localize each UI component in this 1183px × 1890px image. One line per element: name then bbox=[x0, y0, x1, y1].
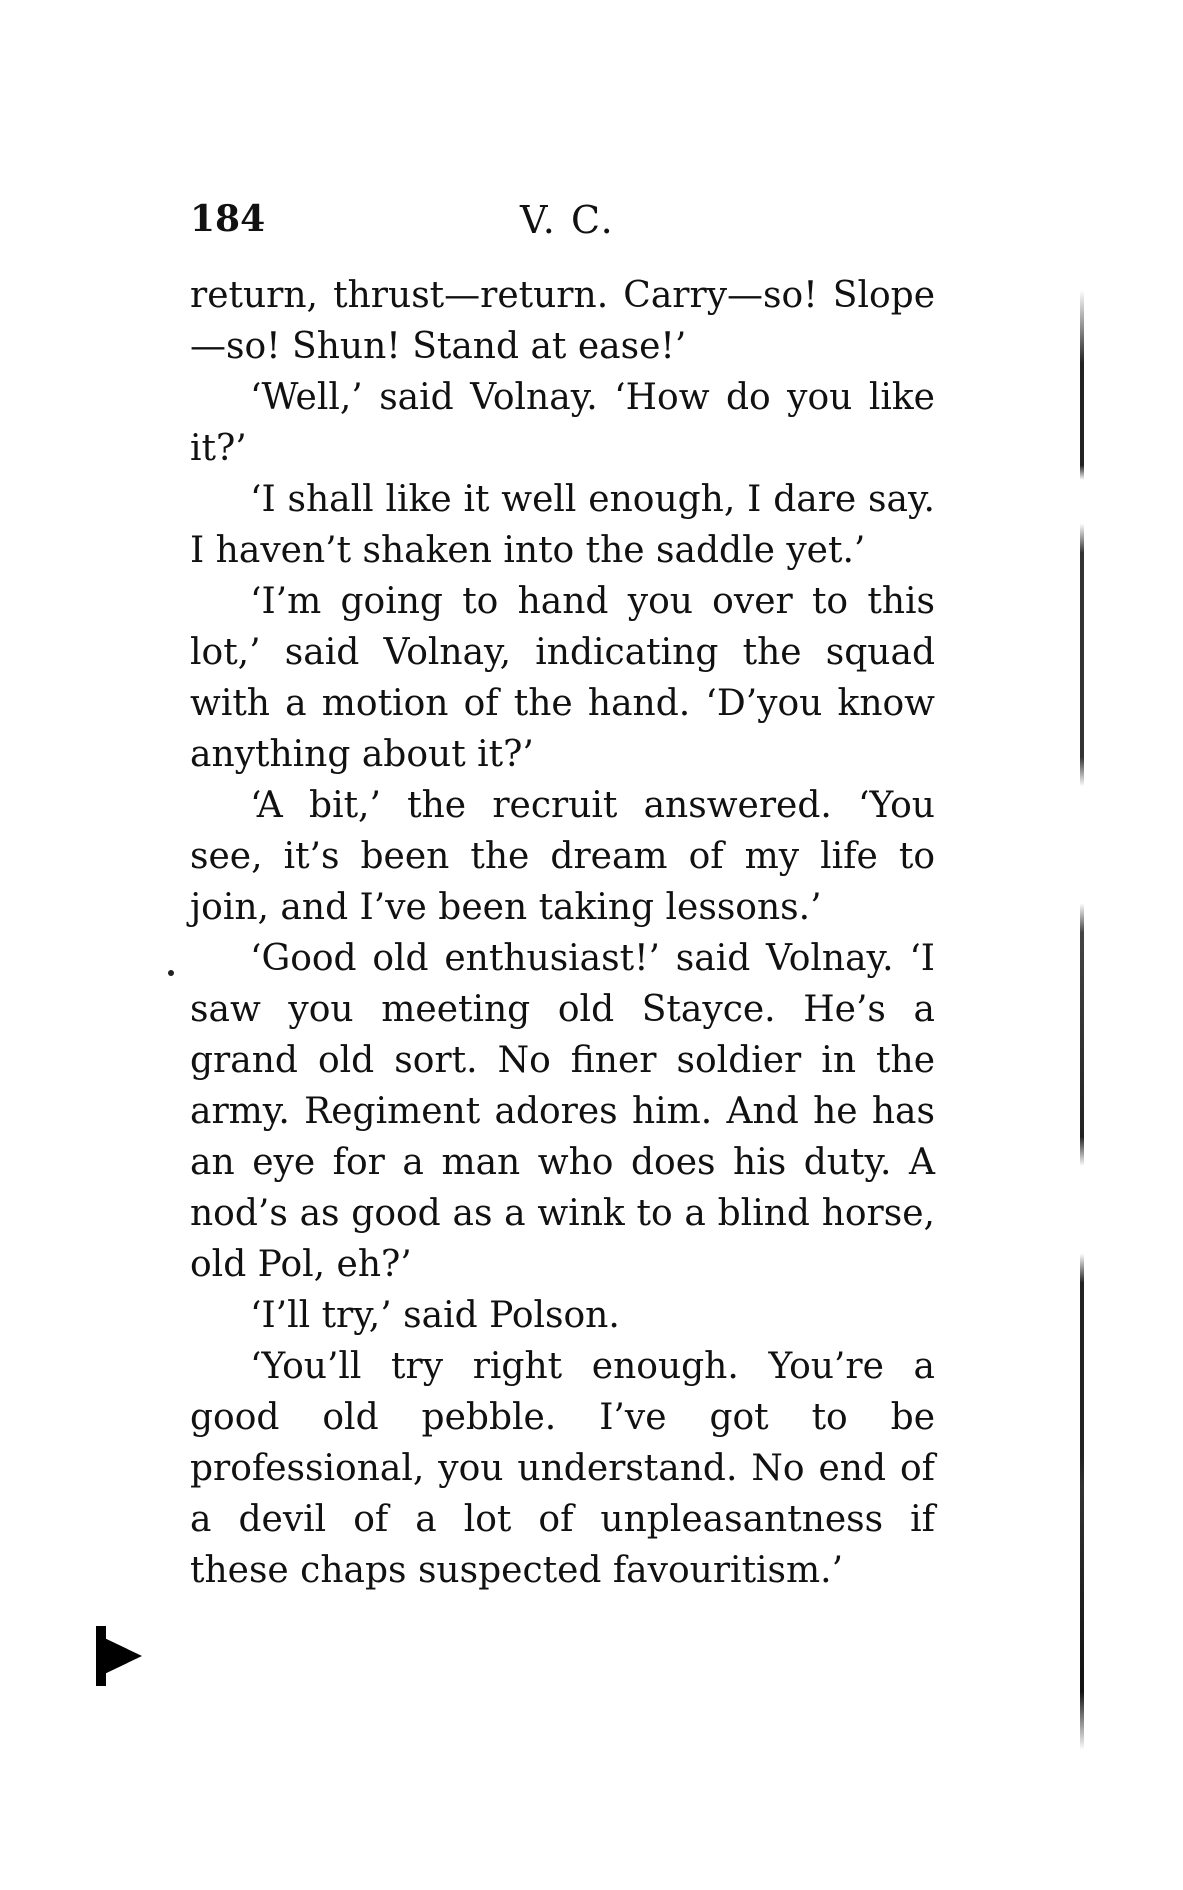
page-header bbox=[190, 198, 950, 248]
page-number: 184 bbox=[190, 198, 266, 240]
paragraph-2: ‘Well,’ said Volnay. ‘How do you like it?’ bbox=[190, 377, 935, 469]
paragraph-3: ‘I shall like it well enough, I dare say. I haven’t shaken into the saddle yet.’ bbox=[190, 479, 935, 571]
paragraph-1: return, thrust—return. Carry—so! Slope—so! Shun! Stand at ease!’ bbox=[190, 275, 935, 367]
paragraph-8: ‘You’ll try right enough. You’re a good old pebble. I’ve got to be professional, you understand. No end of a devil of a lot of unpleasantness if these chaps suspected favouritism.’ bbox=[190, 1346, 935, 1591]
paragraph-6: ‘Good old enthusiast!’ said Volnay. ‘I saw you meeting old Stayce. He’s a grand old sort. No finer soldier in the army. Regiment adores him. And he has an eye for a man who does his duty. A nod’s as good as a wink to a blind horse, old Pol, eh?’ bbox=[190, 938, 935, 1285]
paragraph-5: ‘A bit,’ the recruit answered. ‘You see, it’s been the dream of my life to join, and I’ve been taking lessons.’ bbox=[190, 785, 935, 928]
running-title: V. C. bbox=[520, 198, 615, 242]
body-text bbox=[190, 270, 935, 1596]
paragraph-7: ‘I’ll try,’ said Polson. bbox=[250, 1295, 620, 1336]
scan-speck bbox=[168, 970, 174, 976]
scan-corner-arrow bbox=[96, 1634, 142, 1678]
paragraph-4: ‘I’m going to hand you over to this lot,’ said Volnay, indicating the squad with a motion of the hand. ‘D’you know anything about it?’ bbox=[190, 581, 935, 775]
scan-page-edge-line bbox=[1080, 290, 1084, 1750]
